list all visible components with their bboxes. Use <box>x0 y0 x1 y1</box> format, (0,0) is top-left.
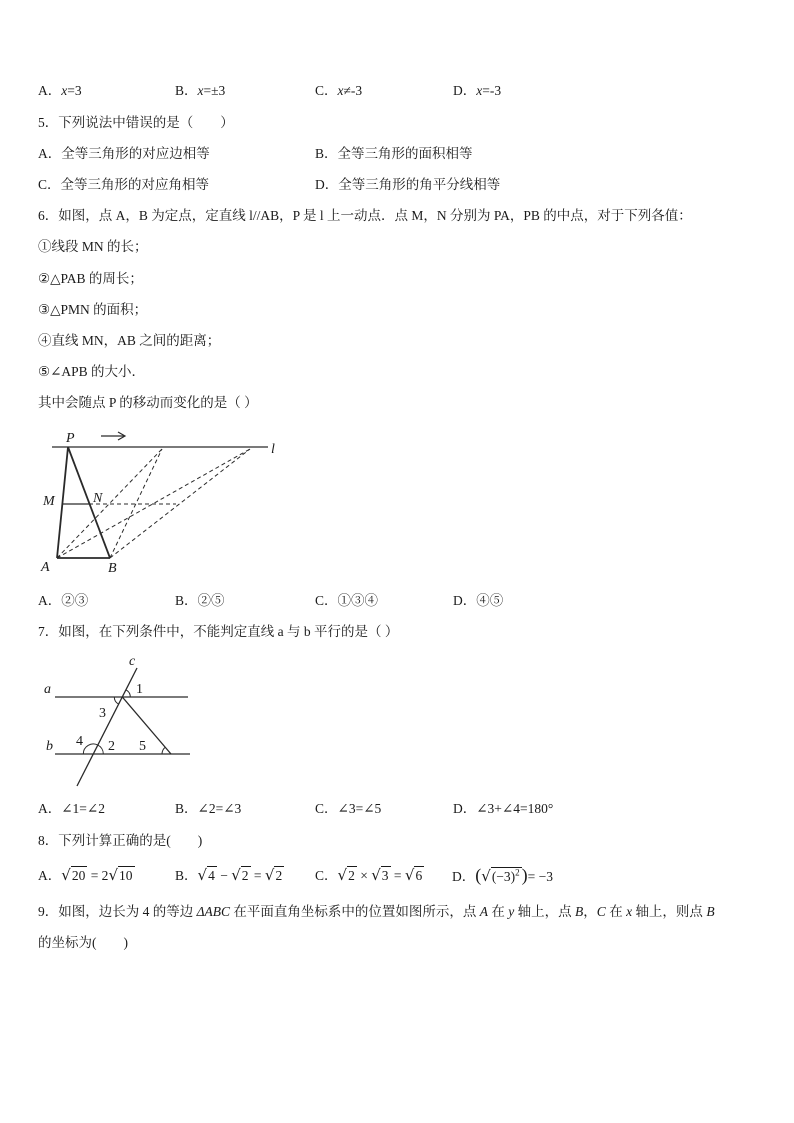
radical-sign: √ <box>404 866 415 884</box>
option-math <box>61 83 81 98</box>
radical-expression <box>61 864 87 887</box>
angle-1-arc <box>126 690 130 697</box>
math-text: 轴上，点 <box>514 904 576 919</box>
radicand <box>274 866 284 883</box>
label-l: l <box>271 442 275 457</box>
radical-expression <box>231 864 250 887</box>
q5-option-d <box>315 176 500 194</box>
option-text: 全等三角形的面积相等 <box>337 146 473 161</box>
radicand-value: 20 <box>71 868 86 883</box>
option-text: ∠3+∠4=180° <box>476 801 554 816</box>
label-b: B <box>108 561 117 576</box>
option-text: ∠3=∠5 <box>337 801 382 816</box>
math-text: ) <box>521 865 528 885</box>
option-label: A． <box>38 83 62 98</box>
label-angle-3: 3 <box>99 706 106 721</box>
math-text: =3 <box>67 83 82 98</box>
q8-option-c <box>315 864 424 886</box>
angle-5-arc <box>162 747 165 754</box>
option-label: A． <box>38 593 62 608</box>
q6-item-2: ②△PAB 的周长； <box>38 271 143 286</box>
option-text: ∠1=∠2 <box>61 801 105 816</box>
label-angle-2: 2 <box>108 739 115 754</box>
option-label: D． <box>453 83 477 98</box>
math-text: 9．如图，边长为 4 的等边 <box>38 904 197 919</box>
transversal-segment <box>122 697 171 754</box>
math-text: =±3 <box>203 83 226 98</box>
label-line-a: a <box>44 682 51 697</box>
option-label: D． <box>452 869 476 884</box>
q5-stem: 5．下列说法中错误的是（ ） <box>38 115 234 130</box>
q7-option-b <box>175 800 241 818</box>
option-label: B． <box>175 801 198 816</box>
radical-sign: √ <box>61 866 71 884</box>
option-math <box>198 83 226 98</box>
q6-item-3: ③△PMN 的面积； <box>38 302 148 317</box>
radicand-value: 10 <box>119 868 133 883</box>
q6-figure <box>30 420 290 580</box>
option-label: B． <box>315 146 338 161</box>
math-text: = <box>250 868 265 883</box>
math-text: − <box>216 868 232 883</box>
option-text: 全等三角形的对应角相等 <box>60 177 210 192</box>
angle-2-arc <box>98 745 103 754</box>
radicand-value: 3 <box>381 868 389 883</box>
label-angle-5: 5 <box>139 739 146 754</box>
q6-question: 其中会随点 P 的移动而变化的是（ ） <box>38 395 258 410</box>
option-label: D． <box>315 177 339 192</box>
math-variable: x <box>197 83 204 98</box>
exponent: 2 <box>515 867 520 878</box>
q5-option-b <box>315 145 473 163</box>
option-text: ②③ <box>61 593 89 608</box>
option-math <box>338 83 363 98</box>
radical-expression <box>198 864 217 887</box>
option-label: D． <box>453 593 477 608</box>
option-label: A． <box>38 146 62 161</box>
math-variable: x <box>337 83 344 98</box>
q7-figure <box>40 652 200 792</box>
q8-option-a <box>38 864 135 886</box>
q6-item-4: ④直线 MN，AB 之间的距离； <box>38 333 221 348</box>
label-m: M <box>43 494 55 509</box>
q6-stem: 6．如图，点 A，B 为定点，定直线 l//AB，P 是 l 上一动点．点 M，N 分别为 PA，PB 的中点，对于下列各值： <box>38 208 692 223</box>
right-arrow-icon <box>101 432 125 440</box>
radicand-value: 2 <box>241 868 249 883</box>
option-label: B． <box>175 868 198 883</box>
math-text: ≠-3 <box>343 83 363 98</box>
math-variable: x <box>476 83 483 98</box>
radical-expression <box>338 864 357 887</box>
q7-option-c <box>315 800 381 818</box>
math-text: =-3 <box>482 83 502 98</box>
option-label: B． <box>175 83 198 98</box>
radicand <box>414 866 424 883</box>
radicand <box>381 866 391 883</box>
segment-pb <box>68 447 110 558</box>
option-label: C． <box>315 593 338 608</box>
segment-pa <box>57 447 68 558</box>
q7-option-a <box>38 800 105 818</box>
math-variable: B <box>706 904 715 919</box>
label-a: A <box>41 560 50 575</box>
math-variable: x <box>626 904 633 919</box>
math-variable: B <box>575 904 584 919</box>
option-text: ④⑤ <box>476 593 504 608</box>
option-math <box>475 865 554 885</box>
option-label: A． <box>38 801 62 816</box>
option-text: ∠2=∠3 <box>197 801 242 816</box>
math-text: 在 <box>488 904 509 919</box>
q7-stem: 7．如图，在下列条件中，不能判定直线 a 与 b 平行的是（ ） <box>38 624 399 639</box>
math-variable: x <box>61 83 68 98</box>
radical-expression <box>481 865 521 888</box>
option-label: A． <box>38 868 62 883</box>
radical-sign: √ <box>108 866 118 884</box>
option-math <box>198 868 285 883</box>
q5-option-a <box>38 145 210 163</box>
radical-sign: √ <box>481 867 491 885</box>
label-angle-4: 4 <box>76 734 83 749</box>
option-math <box>476 83 501 98</box>
option-label: C． <box>315 868 338 883</box>
option-text: ②⑤ <box>197 593 225 608</box>
option-math <box>338 868 425 883</box>
math-variable: A <box>479 904 489 919</box>
q6-option-b <box>175 592 225 610</box>
math-text: 在平面直角坐标系中的位置如图所示，点 <box>230 904 480 919</box>
label-angle-1: 1 <box>136 682 143 697</box>
radical-sign: √ <box>337 866 348 884</box>
q5-option-c <box>38 176 209 194</box>
option-label: D． <box>453 801 477 816</box>
label-line-b: b <box>46 739 53 754</box>
math-text: 在 <box>605 904 627 919</box>
radicand-value: 2 <box>275 868 283 883</box>
radicand-value: 4 <box>208 868 215 883</box>
radical-sign: √ <box>371 866 381 884</box>
radical-expression <box>265 864 284 887</box>
q4-option-d <box>453 82 501 100</box>
label-p: P <box>66 431 75 446</box>
line-c <box>77 668 137 786</box>
angle-3-arc <box>114 697 118 704</box>
option-text: 全等三角形的对应边相等 <box>61 146 210 161</box>
q8-option-d <box>452 864 553 886</box>
label-line-c: c <box>129 654 136 669</box>
radicand <box>241 866 251 883</box>
q4-option-b <box>175 82 225 100</box>
label-n: N <box>93 491 103 506</box>
option-label: C． <box>38 177 61 192</box>
math-text: 轴上，则点 <box>632 904 707 919</box>
radical-expression <box>108 864 134 887</box>
radicand <box>207 866 217 883</box>
radicand <box>347 866 357 883</box>
math-variable: y <box>508 904 515 919</box>
radicand <box>71 866 88 883</box>
option-label: B． <box>175 593 198 608</box>
option-text: ①③④ <box>337 593 379 608</box>
radical-sign: √ <box>264 866 275 884</box>
math-text: ， <box>583 904 597 919</box>
q4-option-a <box>38 82 82 100</box>
option-text: 全等三角形的角平分线相等 <box>338 177 501 192</box>
q6-item-1: ①线段 MN 的长； <box>38 239 148 254</box>
option-math <box>61 868 134 883</box>
radicand-value: (−3) <box>491 869 516 884</box>
radical-expression <box>405 864 424 887</box>
math-text: = <box>390 868 405 883</box>
q9-stem-line-1 <box>38 903 715 921</box>
radicand <box>491 867 522 884</box>
radicand-value: 2 <box>348 868 355 883</box>
radical-sign: √ <box>231 866 241 884</box>
option-label: C． <box>315 801 338 816</box>
math-text: ( <box>475 865 482 885</box>
math-text: × <box>356 868 372 883</box>
q6-item-5: ⑤∠APB 的大小． <box>38 364 146 379</box>
q6-option-a <box>38 592 88 610</box>
radicand-value: 6 <box>415 868 423 883</box>
radicand <box>118 866 135 883</box>
q8-stem: 8．下列计算正确的是( ) <box>38 833 203 848</box>
q6-option-c <box>315 592 378 610</box>
q7-option-d <box>453 800 553 818</box>
q8-option-b <box>175 864 284 886</box>
q9-stem-line-2: 的坐标为( ) <box>38 935 128 950</box>
radical-expression <box>371 864 390 887</box>
q6-option-d <box>453 592 503 610</box>
q4-option-c <box>315 82 362 100</box>
math-variable: C <box>596 904 606 919</box>
math-variable: ΔABC <box>196 904 231 919</box>
math-text: = 2 <box>87 868 109 883</box>
option-label: C． <box>315 83 338 98</box>
math-text: = −3 <box>527 869 554 884</box>
radical-sign: √ <box>197 866 208 884</box>
